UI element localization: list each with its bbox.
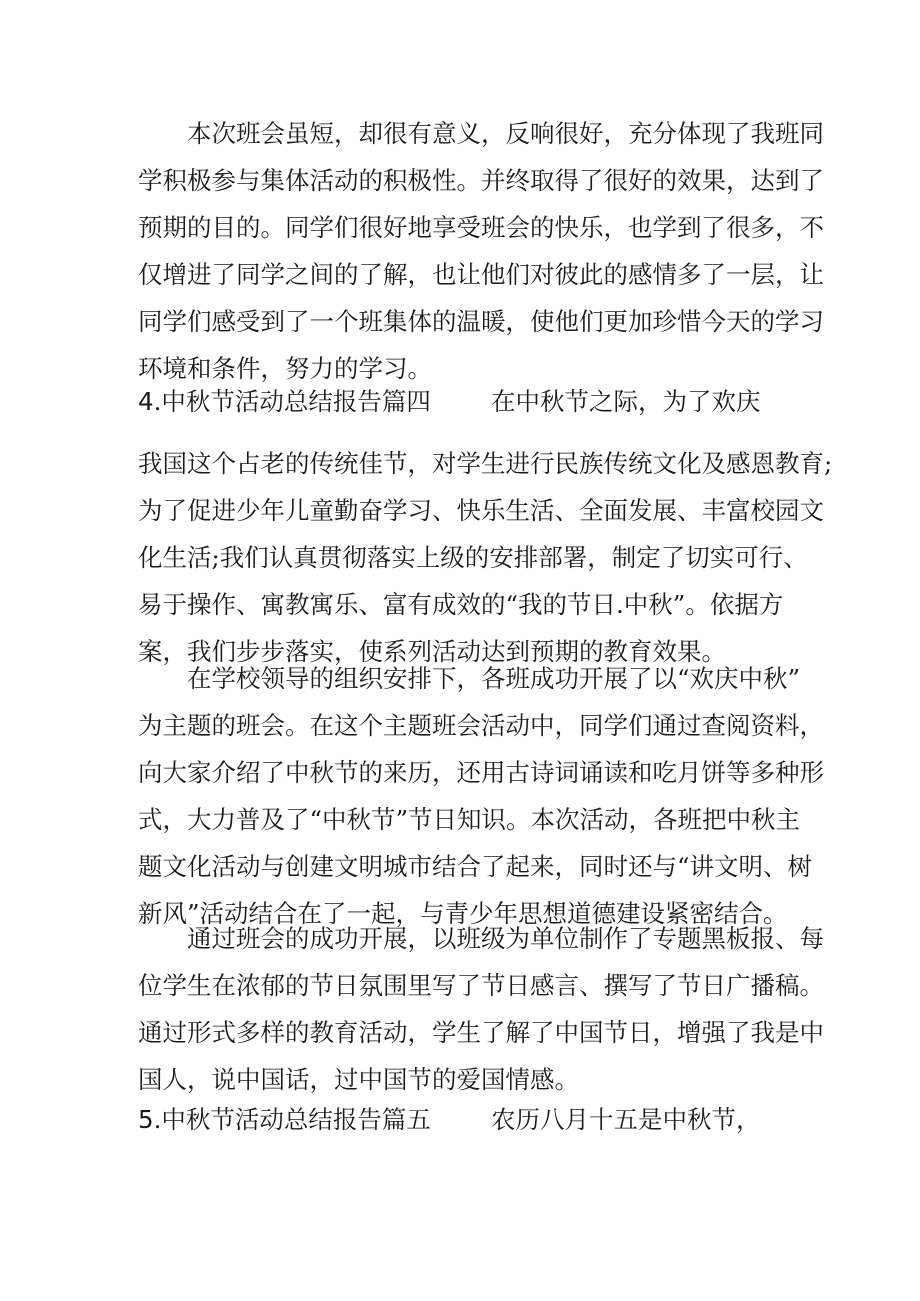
section-heading-4 xyxy=(138,378,778,425)
text-line: 通过形式多样的教育活动，学生了解了中国节日，增强了我是中 xyxy=(138,1018,824,1047)
text-line: 式，大力普及了“中秋节”节日知识。本次活动，各班把中秋主 xyxy=(138,805,801,834)
text-line: 新风”活动结合在了一起，与青少年思想道德建设紧密结合。 xyxy=(138,899,788,928)
text-line: 在学校领导的组织安排下，各班成功开展了以“欢庆中秋” xyxy=(187,664,801,693)
paragraph-class-meeting-summary xyxy=(138,110,824,392)
text-line: 仅增进了同学之间的了解，也让他们对彼此的感情多了一层，让 xyxy=(138,260,824,289)
text-line: 我国这个占老的传统佳节，对学生进行民族传统文化及感恩教育; xyxy=(138,449,833,478)
text-line: 易于操作、寓教寓乐、富有成效的“我的节日.中秋”。依据方 xyxy=(138,590,784,619)
text-line: 为主题的班会。在这个主题班会活动中，同学们通过查阅资料， xyxy=(138,711,824,740)
heading-title: .中秋节活动总结报告篇五 xyxy=(153,1105,431,1134)
text-line: 本次班会虽短，却很有意义，反响很好，充分体现了我班同 xyxy=(187,119,824,148)
section-heading-5 xyxy=(138,1096,778,1143)
text-line: 向大家介绍了中秋节的来历，还用古诗词诵读和吃月饼等多种形 xyxy=(138,758,824,787)
paragraph-festival-intro xyxy=(138,440,833,675)
text-line: 位学生在浓郁的节日氛围里写了节日感言、撰写了节日广播稿。 xyxy=(138,971,824,1000)
paragraph-blackboard-activities xyxy=(138,915,824,1103)
text-line: 环境和条件，努力的学习。 xyxy=(138,354,432,383)
heading-tail-text: 农历八月十五是中秋节， xyxy=(491,1105,761,1134)
text-line: 同学们感受到了一个班集体的温暖，使他们更加珍惜今天的学习 xyxy=(138,307,824,336)
text-line: 通过班会的成功开展，以班级为单位制作了专题黑板报、每 xyxy=(187,924,824,953)
text-line: 案，我们步步落实，使系列活动达到预期的教育效果。 xyxy=(138,637,726,666)
text-line: 为了促进少年儿童勤奋学习、快乐生活、全面发展、丰富校园文 xyxy=(138,496,824,525)
heading-number: 5 xyxy=(138,1105,154,1134)
text-line: 预期的目的。同学们很好地享受班会的快乐，也学到了很多，不 xyxy=(138,213,824,242)
heading-number: 4 xyxy=(138,387,154,416)
text-line: 化生活;我们认真贯彻落实上级的安排部署，制定了切实可行、 xyxy=(138,543,808,572)
text-line: 题文化活动与创建文明城市结合了起来，同时还与“讲文明、树 xyxy=(138,852,813,881)
text-line: 学积极参与集体活动的积极性。并终取得了很好的效果，达到了 xyxy=(138,166,824,195)
heading-tail-text: 在中秋节之际，为了欢庆 xyxy=(491,387,761,416)
text-line: 国人，说中国话，过中国节的爱国情感。 xyxy=(138,1065,579,1094)
heading-title: .中秋节活动总结报告篇四 xyxy=(153,387,431,416)
paragraph-class-meetings xyxy=(138,655,824,937)
